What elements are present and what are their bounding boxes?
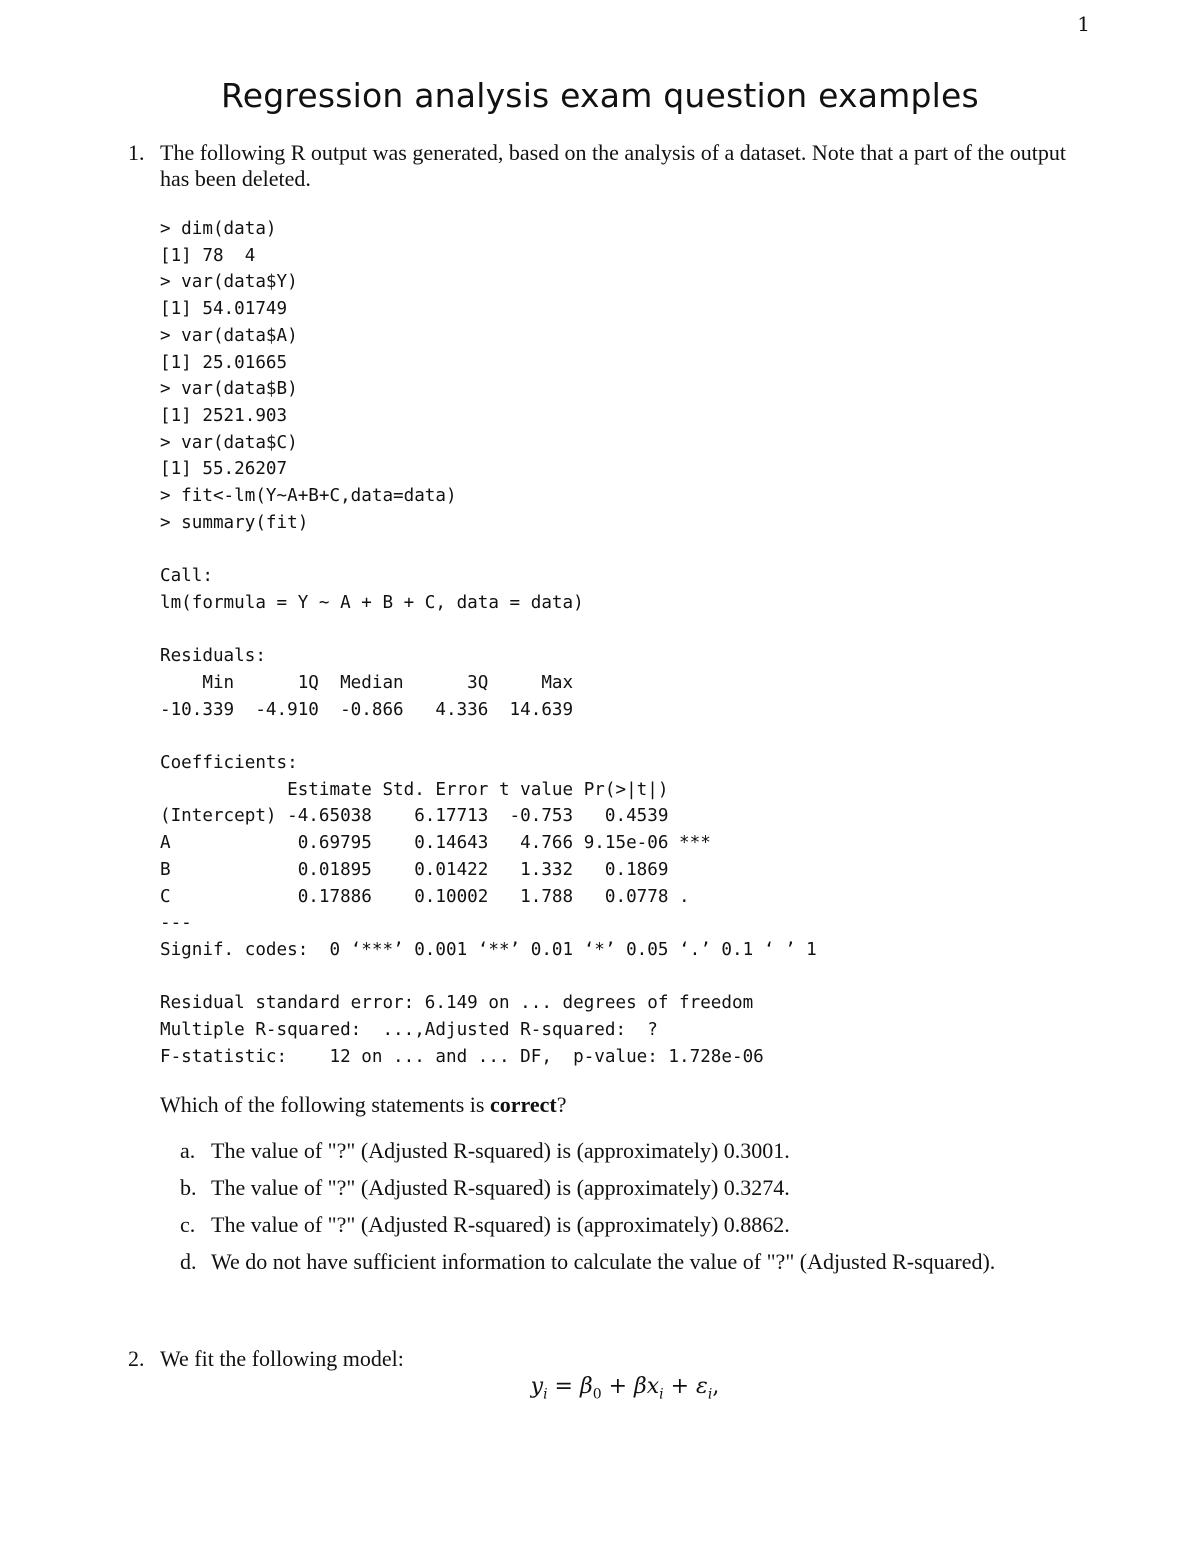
formula-subscript: i [659, 1386, 664, 1403]
page-number: 1 [1077, 12, 1090, 36]
formula-beta0: = β [547, 1374, 593, 1399]
r-output-block: > dim(data) [1] 78 4 > var(data$Y) [1] 54.01749 > var(data$A) [1] 25.01665 > var(data$B) [1] 2521.903 > var(data$C) [1] 55.26207 > fit<-lm(Y~A+B+C,data=data) > summary(fit) Call: lm(formula = Y ~ A + B + C, data = data) Residuals: Min 1Q Median 3Q Max -10.339 -4.910 -0.866 4.336 14.639 Coefficients: Estimate Std. Error t value Pr(>|t|) (Intercept) -4.65038 6.17713 -0.753 0.4539 A 0.69795 0.14643 4.766 9.15e-06 *** B 0.01895 0.01422 1.332 0.1869 C 0.17886 0.10002 1.788 0.0778 . --- Signif. codes: 0 ‘***’ 0.001 ‘**’ 0.01 ‘*’ 0.05 ‘.’ 0.1 ‘ ’ 1 Residual standard error: 6.149 on ... degrees of freedom Multiple R-squared: ...,Adjusted R-squared: ? F-statistic: 12 on ... and ... DF, p-value: 1.728e-06 [160, 219, 817, 1067]
formula-subscript: i [543, 1386, 548, 1403]
question-2-text: We fit the following model: [160, 1346, 404, 1371]
page-title: Regression analysis exam question examples [221, 76, 979, 115]
prompt-text: Which of the following statements is [160, 1092, 490, 1117]
option-d [180, 1249, 995, 1286]
option-letter: c. [180, 1212, 196, 1237]
option-letter: a. [180, 1138, 196, 1163]
question-2-number: 2. [128, 1346, 145, 1371]
formula-subscript: 0 [592, 1386, 602, 1403]
option-text: We do not have sufficient information to calculate the value of "?" (Adjusted R-squared). [211, 1249, 996, 1274]
option-letter: d. [180, 1249, 197, 1274]
question-1-text: The following R output was generated, based on the analysis of a dataset. Note that a part of the output has been deleted. [160, 140, 1067, 191]
prompt-end: ? [556, 1092, 567, 1117]
option-c [180, 1212, 995, 1249]
formula-y: y [530, 1374, 544, 1399]
answer-options [180, 1138, 995, 1286]
option-b [180, 1175, 995, 1212]
option-a [180, 1138, 995, 1175]
formula-subscript: i [707, 1386, 713, 1403]
prompt-emphasis: correct [489, 1092, 557, 1117]
model-formula [0, 1374, 1200, 1402]
formula-beta-x: + βx [601, 1374, 660, 1399]
formula-comma: , [712, 1374, 720, 1399]
formula-epsilon: + ε [663, 1374, 708, 1399]
option-text: The value of "?" (Adjusted R-squared) is (approximately) 0.3274. [211, 1175, 790, 1200]
option-text: The value of "?" (Adjusted R-squared) is (approximately) 0.3001. [211, 1138, 790, 1163]
option-letter: b. [180, 1175, 197, 1200]
question-1-prompt [160, 1092, 566, 1118]
option-text: The value of "?" (Adjusted R-squared) is (approximately) 0.8862. [211, 1212, 790, 1237]
question-1-number: 1. [128, 140, 145, 165]
